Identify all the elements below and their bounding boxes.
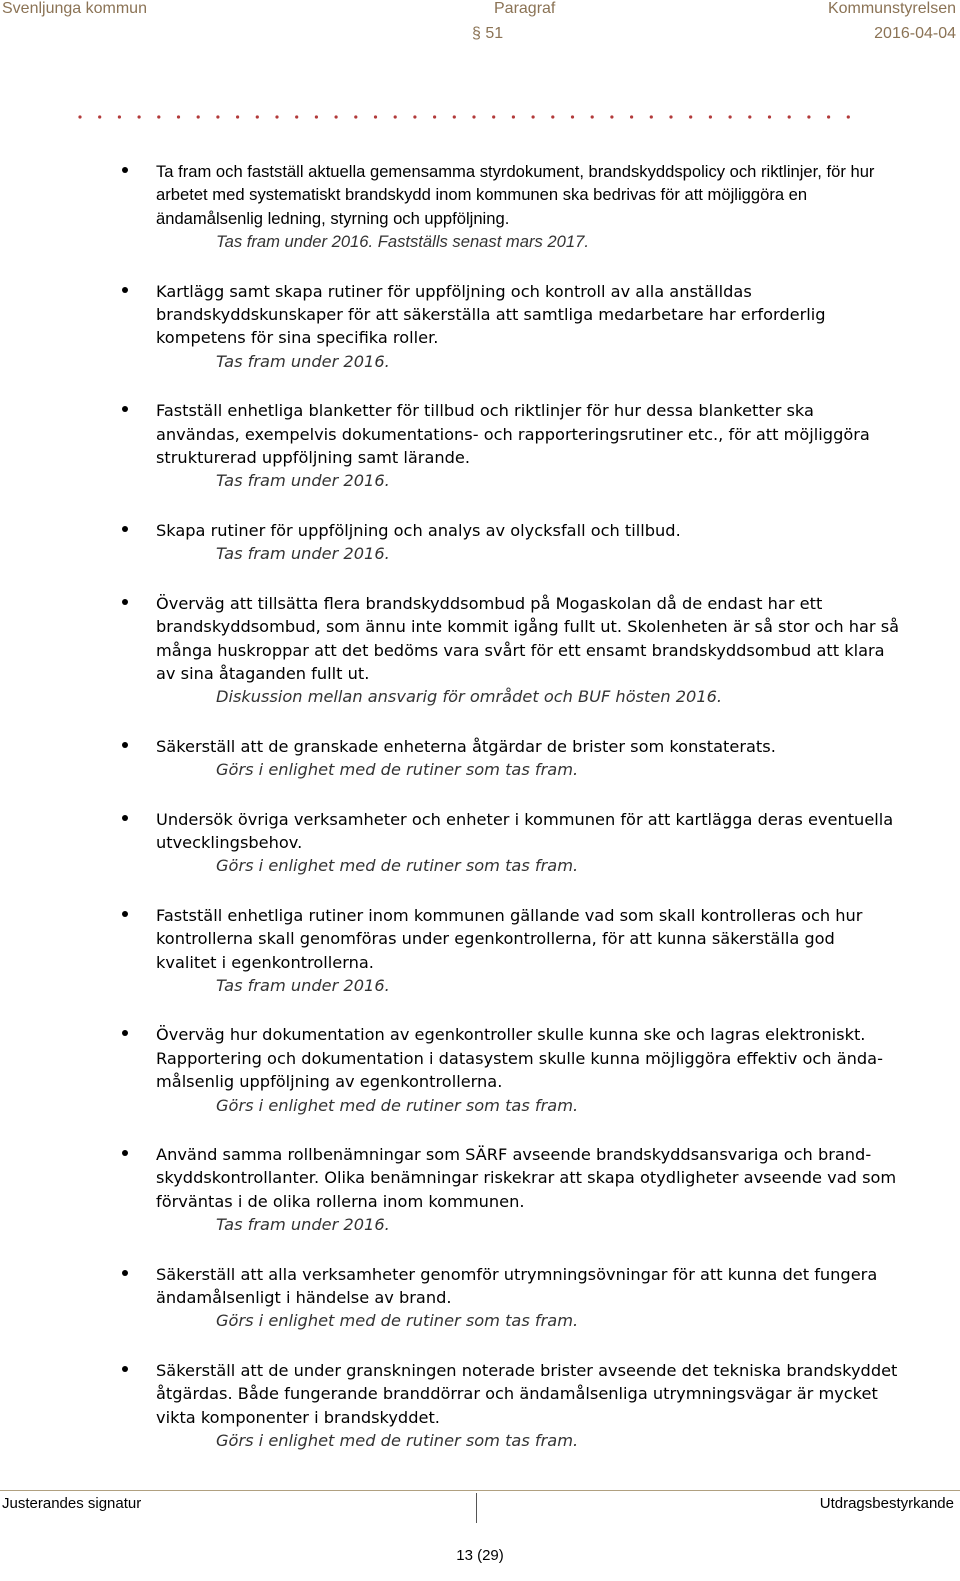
separator-dot	[453, 115, 456, 118]
item-note: Görs i enlighet med de rutiner som tas fram.	[216, 760, 579, 780]
separator-dot	[669, 115, 672, 118]
item-note: Tas fram under 2016.	[216, 1215, 390, 1235]
separator-dot	[492, 115, 495, 118]
header-section-label: Paragraf	[494, 0, 556, 17]
item-note: Görs i enlighet med de rutiner som tas fram.	[216, 1095, 579, 1115]
separator-dot	[847, 115, 850, 118]
separator-dot	[788, 115, 791, 118]
separator-dot	[472, 115, 475, 118]
separator-dot	[689, 115, 692, 118]
list-item	[0, 1263, 960, 1333]
header-org: Svenljunga kommun	[2, 0, 147, 17]
separator-dot	[78, 115, 81, 118]
separator-dot	[275, 115, 278, 118]
item-text: Överväg hur dokumentation av egenkontroller skulle kunna ske och lagras elektroniskt. Rapportering och dokumentation i datasystem skulle kunna möjliggöra effektiv och ända-målsenlig uppföljning av egenkontrollerna.	[156, 1025, 883, 1092]
separator-dot	[335, 115, 338, 118]
bullet-icon	[122, 815, 128, 821]
list-item	[0, 1023, 960, 1117]
header-date: 2016-04-04	[874, 25, 956, 42]
separator-dot	[571, 115, 574, 118]
list-item	[0, 519, 960, 566]
separator-dot	[768, 115, 771, 118]
item-text: Säkerställ att alla verksamheter genomför utrymningsövningar för att kunna det fungera ändamålsenligt i händelse av brand.	[156, 1264, 878, 1308]
header-body: Kommunstyrelsen	[827, 0, 956, 17]
item-note: Tas fram under 2016.	[216, 351, 390, 371]
bullet-icon	[122, 1270, 128, 1276]
list-item	[0, 735, 960, 782]
bullet-icon	[122, 599, 128, 605]
separator-dot	[591, 115, 594, 118]
item-note: Tas fram under 2016.	[216, 975, 390, 995]
item-text: Använd samma rollbenämningar som SÄRF avseende brandskyddsansvariga och brand-skyddskontrollanter. Olika benämningar riskekrar att skapa otydligheter avseende vad som förväntas i de olika rollerna inom kommunen.	[156, 1145, 897, 1211]
separator-dot	[748, 115, 751, 118]
separator-dot	[532, 115, 535, 118]
dotted-separator	[76, 103, 866, 123]
separator-dot	[650, 115, 653, 118]
item-text: Fastställ enhetliga blanketter för tillbud och riktlinjer för hur dessa blanketter ska användas, exempelvis dokumentations- och rapporteringsrutiner etc., för att möjliggöra strukturerad uppföljning samt lärande.	[156, 401, 870, 468]
bullet-icon	[122, 1366, 128, 1372]
separator-dot	[709, 115, 712, 118]
item-text: Kartlägg samt skapa rutiner för uppföljning och kontroll av alla anställdas brandskyddskunskaper för att säkerställa att samtliga medarbetare har erforderlig kompetens för sina specifika roller.	[156, 281, 826, 348]
separator-dot	[118, 115, 121, 118]
list-item	[0, 280, 960, 374]
bullet-icon	[122, 406, 128, 412]
separator-dot	[413, 115, 416, 118]
list-item	[0, 1143, 960, 1237]
separator-dot	[374, 115, 377, 118]
footer-signature-label: Justerandes signatur	[2, 1495, 142, 1512]
separator-dot	[197, 115, 200, 118]
bullet-icon	[122, 287, 128, 293]
item-text: Säkerställ att de granskade enheterna åtgärdar de brister som konstaterats.	[156, 736, 776, 756]
separator-dot	[630, 115, 633, 118]
item-note: Görs i enlighet med de rutiner som tas fram.	[216, 856, 579, 876]
bullet-icon	[122, 1030, 128, 1036]
item-text: Säkerställ att de under granskningen noterade brister avseende det tekniska brandskyddet åtgärdas. Både fungerande branddörrar och ändamålsenliga utrymningsvägar är mycket vikta komponenter i brandskyddet.	[156, 1360, 898, 1427]
separator-dot	[295, 115, 298, 118]
item-note: Görs i enlighet med de rutiner som tas fram.	[216, 1431, 579, 1451]
item-text: Ta fram och fastställ aktuella gemensamma styrdokument, brandskyddspolicy och riktlinjer, för hur arbetet med systematiskt brandskydd inom kommunen ska bedrivas för att möjliggöra en ändamålsenlig ledning, styrning och uppföljning.	[156, 162, 875, 228]
header-paragraph-number: § 51	[472, 25, 504, 42]
separator-dot	[394, 115, 397, 118]
separator-dot	[729, 115, 732, 118]
bullet-icon	[122, 742, 128, 748]
bullet-icon	[122, 526, 128, 532]
item-note: Tas fram under 2016. Fastställs senast mars 2017.	[216, 232, 589, 252]
list-item	[0, 1359, 960, 1453]
bullet-icon	[122, 167, 128, 173]
bullet-icon	[122, 911, 128, 917]
list-item	[0, 592, 960, 709]
item-note: Tas fram under 2016.	[216, 471, 390, 491]
separator-dot	[157, 115, 160, 118]
separator-dot	[256, 115, 259, 118]
recommendation-list	[0, 160, 960, 1478]
separator-dot	[354, 115, 357, 118]
separator-dot	[512, 115, 515, 118]
item-note: Tas fram under 2016.	[216, 544, 390, 564]
item-text: Undersök övriga verksamheter och enheter i kommunen för att kartlägga deras eventuella utvecklingsbehov.	[156, 809, 894, 852]
item-text: Överväg att tillsätta flera brandskyddsombud på Mogaskolan då de endast har ett brandskyddsombud, som ännu inte kommit igång fullt ut. Skolenheten är så stor och har så många huskroppar att det bedöms vara svårt för ett ensamt brandskyddsombud att klara av sina åtaganden fullt ut.	[156, 593, 900, 683]
separator-dot	[610, 115, 613, 118]
separator-dot	[138, 115, 141, 118]
separator-dot	[827, 115, 830, 118]
item-text: Fastställ enhetliga rutiner inom kommunen gällande vad som skall kontrolleras och hur kontrollerna skall genomföras under egenkontrollerna, för att kunna säkerställa god kvalitet i egenkontrollerna.	[156, 905, 863, 972]
separator-dot	[315, 115, 318, 118]
list-item	[0, 808, 960, 878]
item-text: Skapa rutiner för uppföljning och analys av olycksfall och tillbud.	[156, 520, 681, 540]
separator-dot	[236, 115, 239, 118]
footer-vertical-divider	[476, 1493, 477, 1523]
list-item	[0, 160, 960, 254]
list-item	[0, 904, 960, 998]
footer-attestation-label: Utdragsbestyrkande	[819, 1495, 954, 1512]
item-note: Diskussion mellan ansvarig för området och BUF hösten 2016.	[216, 687, 723, 707]
separator-dot	[807, 115, 810, 118]
separator-dot	[98, 115, 101, 118]
bullet-icon	[122, 1150, 128, 1156]
footer-divider-line	[0, 1490, 960, 1491]
separator-dot	[551, 115, 554, 118]
item-note: Görs i enlighet med de rutiner som tas fram.	[216, 1311, 579, 1331]
list-item	[0, 399, 960, 493]
separator-dot	[216, 115, 219, 118]
separator-dot	[433, 115, 436, 118]
page-number: 13 (29)	[456, 1547, 504, 1564]
separator-dot	[177, 115, 180, 118]
